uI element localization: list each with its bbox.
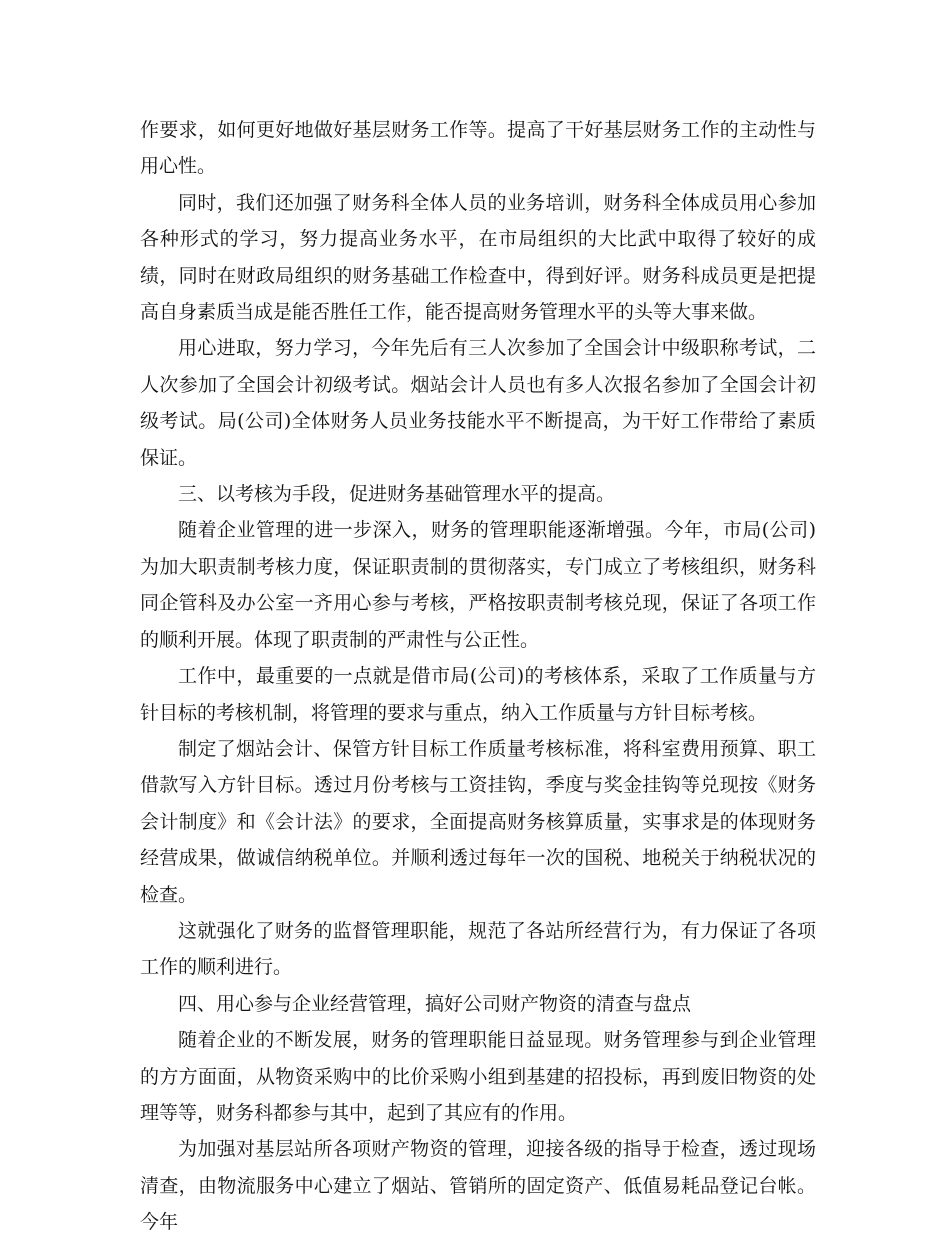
section-heading: 三、以考核为手段，促进财务基础管理水平的提高。 <box>178 483 616 506</box>
paragraph: 用心进取，努力学习，今年先后有三人次参加了全国会计中级职称考试，二人次参加了全国会计初级考试。烟站会计人员也有多人次报名参加了全国会计初级考试。局(公司)全体财务人员业务技能水平不断提高，为干好工作带给了素质保证。 <box>140 337 816 469</box>
paragraph: 为加强对基层站所各项财产物资的管理，迎接各级的指导于检查，透过现场清查，由物流服务中心建立了烟站、管销所的固定资产、低值易耗品登记台帐。今年 <box>140 1138 816 1234</box>
paragraph: 随着企业的不断发展，财务的管理职能日益显现。财务管理参与到企业管理的方方面面，从物资采购中的比价采购小组到基建的招投标，再到废旧物资的处理等等，财务科都参与其中，起到了其应有的作用。 <box>140 1029 816 1124</box>
paragraph: 工作中，最重要的一点就是借市局(公司)的考核体系，采取了工作质量与方针目标的考核机制，将管理的要求与重点，纳入工作质量与方针目标考核。 <box>140 665 816 724</box>
paragraph: 制定了烟站会计、保管方针目标工作质量考核标准，将科室费用预算、职工借款写入方针目标。透过月份考核与工资挂钩，季度与奖金挂钩等兑现按《财务会计制度》和《会计法》的要求，全面提高财务核算质量，实事求是的体现财务经营成果，做诚信纳税单位。并顺利透过每年一次的国税、地税关于纳税状况的检查。 <box>140 737 816 906</box>
paragraph-continued: 作要求，如何更好地做好基层财务工作等。提高了干好基层财务工作的主动性与用心性。 <box>140 119 816 178</box>
document-body <box>140 112 816 1241</box>
paragraph: 随着企业管理的进一步深入，财务的管理职能逐渐增强。今年，市局(公司)为加大职责制考核力度，保证职责制的贯彻落实，专门成立了考核组织，财务科同企管科及办公室一齐用心参与考核，严格按职责制考核兑现，保证了各项工作的顺利开展。体现了职责制的严肃性与公正性。 <box>140 519 816 651</box>
section-heading: 四、用心参与企业经营管理，搞好公司财产物资的清查与盘点 <box>178 992 692 1015</box>
paragraph: 这就强化了财务的监督管理职能，规范了各站所经营行为，有力保证了各项工作的顺利进行。 <box>140 919 816 979</box>
paragraph: 同时，我们还加强了财务科全体人员的业务培训，财务科全体成员用心参加各种形式的学习，努力提高业务水平，在市局组织的大比武中取得了较好的成绩，同时在财政局组织的财务基础工作检查中，得到好评。财务科成员更是把提高自身素质当成是能否胜任工作，能否提高财务管理水平的头等大事来做。 <box>140 191 816 324</box>
